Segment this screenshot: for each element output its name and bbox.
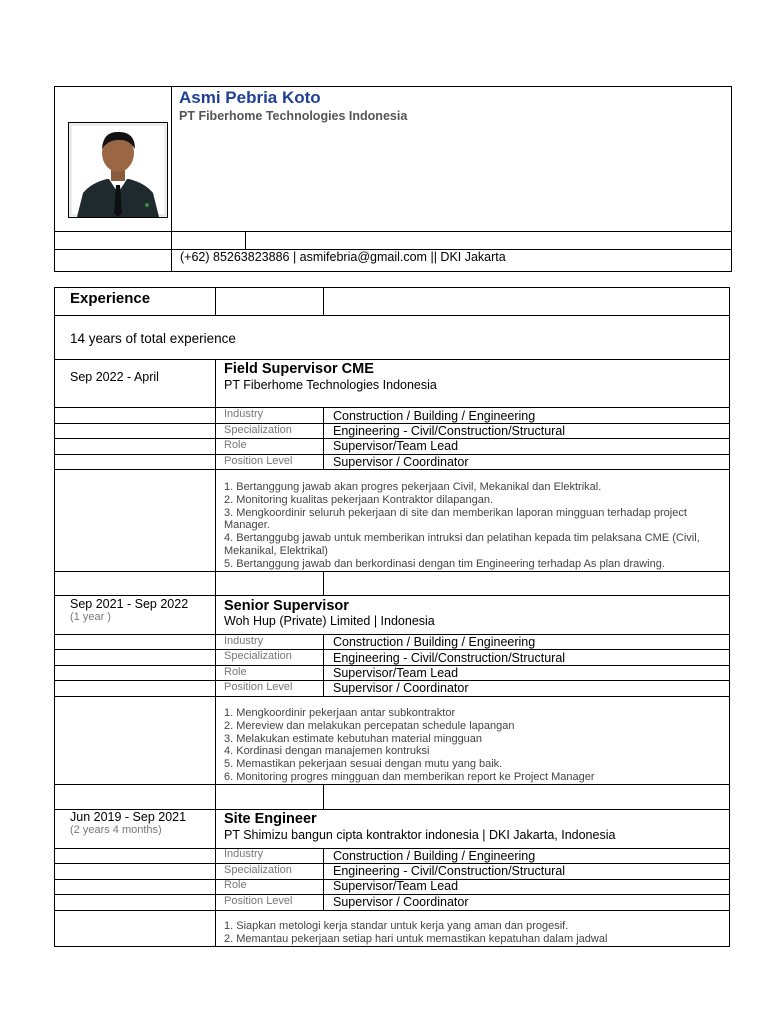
level-label: Position Level (224, 681, 293, 693)
profile-photo (68, 122, 168, 218)
job-title: Site Engineer (224, 811, 317, 827)
level-value: Supervisor / Coordinator (333, 895, 469, 909)
description-line: 2. Memantau pekerjaan setiap hari untuk memastikan kepatuhan dalam jadwal (224, 932, 608, 945)
description-line: 5. Memastikan pekerjaan sesuai dengan mutu yang baik. (224, 758, 503, 771)
job-description (224, 481, 724, 571)
specialization-label: Specialization (224, 650, 292, 662)
level-label: Position Level (224, 455, 293, 467)
role-value: Supervisor/Team Lead (333, 879, 459, 893)
level-label: Position Level (224, 895, 293, 907)
job-company: Woh Hup (Private) Limited | Indonesia (224, 614, 435, 628)
job-duration: (2 years 4 months) (70, 824, 162, 836)
header-divider (171, 86, 172, 272)
description-line: 3. Melakukan estimate kebutuhan material mingguan (224, 732, 483, 745)
job-title: Senior Supervisor (224, 598, 349, 614)
industry-value: Construction / Building / Engineering (333, 409, 536, 423)
experience-heading: Experience (70, 290, 151, 307)
description-line: 4. Bertanggubg jawab untuk memberikan intruksi dan pelatihan kepada tim pelaksana CME (Civil, Mekanikal, Elektrikal) (224, 532, 700, 557)
description-line: 5. Bertanggung jawab dan berkordinasi dengan tim Engineering terhadap As plan drawing. (224, 557, 665, 570)
role-label: Role (224, 439, 247, 451)
specialization-label: Specialization (224, 864, 292, 876)
job-dates: Jun 2019 - Sep 2021 (70, 810, 187, 824)
job-title: Field Supervisor CME (224, 361, 374, 377)
level-value: Supervisor / Coordinator (333, 681, 469, 695)
role-label: Role (224, 879, 247, 891)
description-line: 4. Kordinasi dengan manajemen kontruksi (224, 745, 430, 758)
level-value: Supervisor / Coordinator (333, 455, 469, 469)
job-description (224, 920, 724, 946)
industry-value: Construction / Building / Engineering (333, 849, 536, 863)
role-label: Role (224, 666, 247, 678)
person-photo-icon (69, 123, 167, 217)
industry-label: Industry (224, 408, 264, 420)
role-value: Supervisor/Team Lead (333, 666, 459, 680)
description-line: 1. Bertanggung jawab akan progres pekerjaan Civil, Mekanikal dan Elektrikal. (224, 481, 602, 493)
candidate-name: Asmi Pebria Koto (179, 88, 321, 107)
description-line: 1. Mengkoordinir pekerjaan antar subkontraktor (224, 707, 456, 719)
role-value: Supervisor/Team Lead (333, 439, 459, 453)
industry-value: Construction / Building / Engineering (333, 635, 536, 649)
job-dates: Sep 2022 - April (70, 370, 159, 384)
job-dates: Sep 2021 - Sep 2022 (70, 597, 189, 611)
contact-info: (+62) 85263823886 | asmifebria@gmail.com || DKI Jakarta (180, 250, 506, 264)
description-line: 3. Mengkoordinir seluruh pekerjaan di site dan memberikan laporan mingguan terhadap project Manager. (224, 506, 687, 532)
industry-label: Industry (224, 848, 264, 860)
description-line: 2. Monitoring kualitas pekerjaan Kontraktor dilapangan. (224, 493, 494, 506)
description-line: 6. Monitoring progres mingguan dan memberikan report ke Project Manager (224, 770, 595, 783)
description-line: 1. Siapkan metologi kerja standar untuk kerja yang aman dan progesif. (224, 920, 569, 932)
industry-label: Industry (224, 635, 264, 647)
job-duration: (1 year ) (70, 611, 111, 623)
current-company: PT Fiberhome Technologies Indonesia (179, 109, 408, 123)
job-company: PT Fiberhome Technologies Indonesia (224, 378, 437, 392)
specialization-value: Engineering - Civil/Construction/Structural (333, 424, 566, 438)
specialization-value: Engineering - Civil/Construction/Structural (333, 651, 566, 665)
job-company: PT Shimizu bangun cipta kontraktor indonesia | DKI Jakarta, Indonesia (224, 828, 616, 842)
specialization-value: Engineering - Civil/Construction/Structural (333, 864, 566, 878)
total-experience: 14 years of total experience (70, 331, 236, 346)
specialization-label: Specialization (224, 424, 292, 436)
description-line: 2. Mereview dan melakukan percepatan schedule lapangan (224, 719, 515, 732)
job-description (224, 707, 724, 784)
